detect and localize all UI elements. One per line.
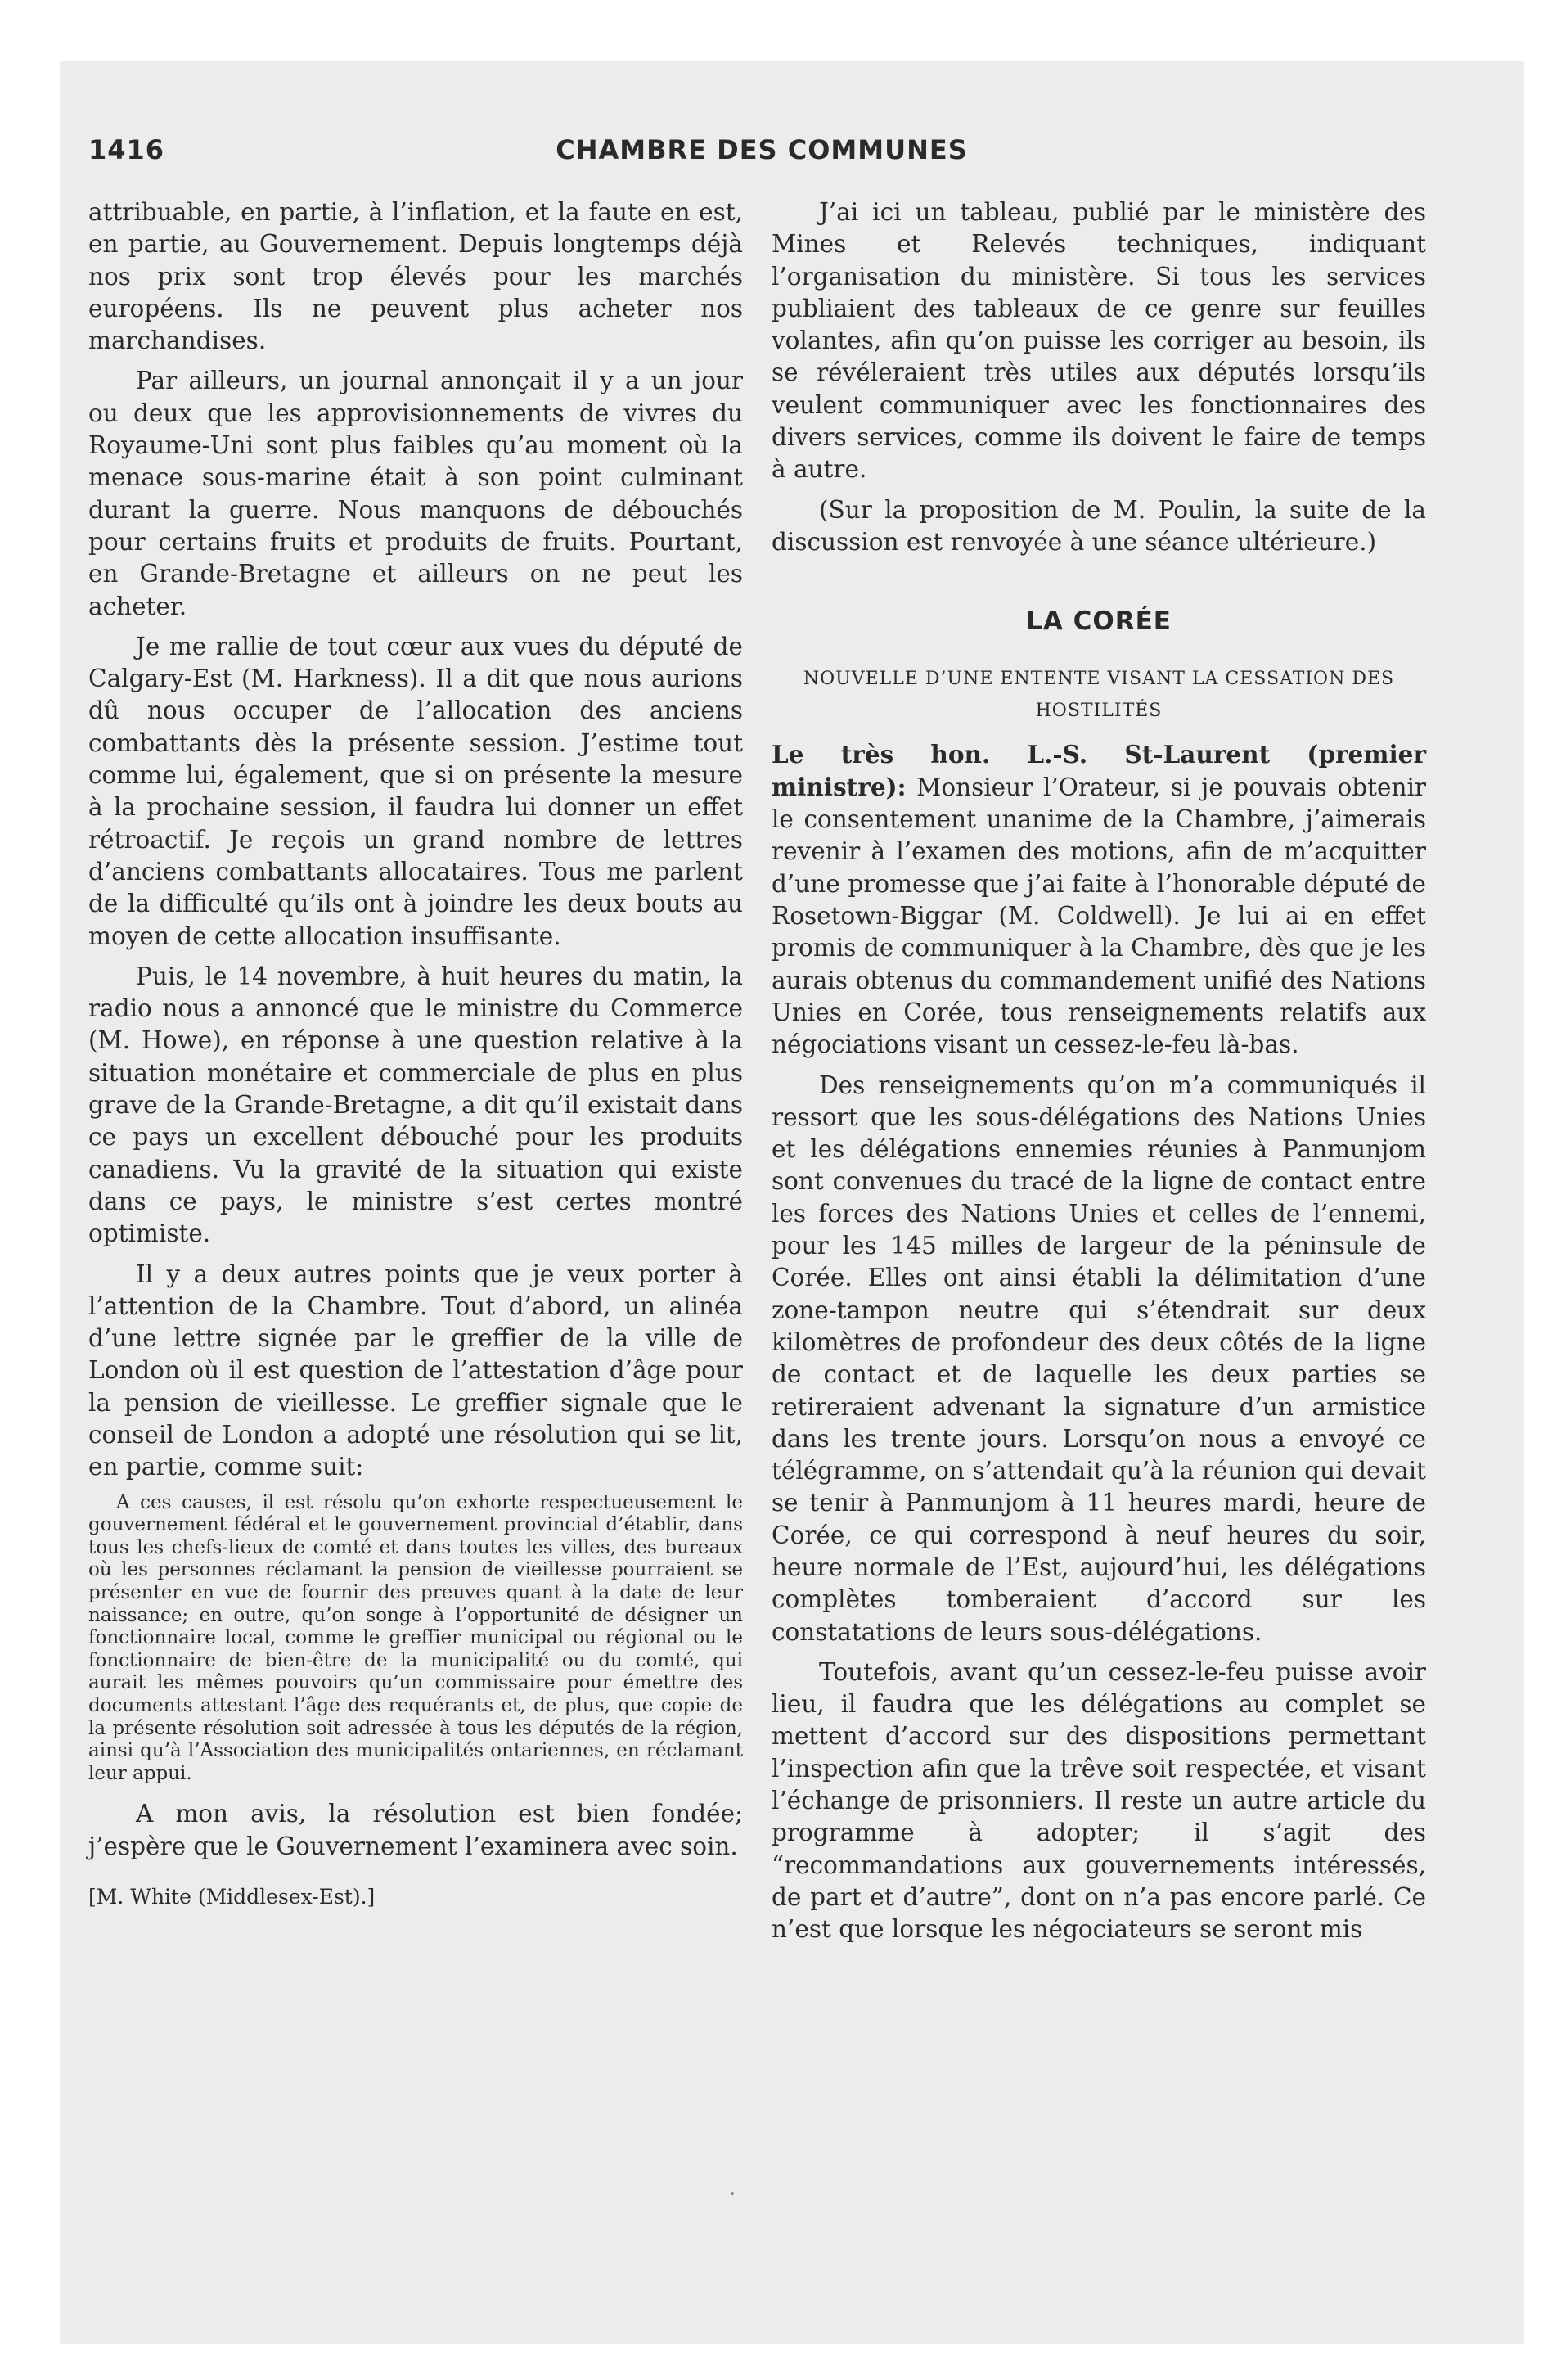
speaker-name: Le très hon. L.-S. St-Laurent (premier ministre): [772,739,1426,801]
paragraph: J’ai ici un tableau, publié par le ministère des Mines et Relevés techniques, indiquant l’organisation du ministère. Si tous les services publiaient des tableaux de ce genre sur feuilles volantes, afin qu’on puisse les corriger au besoin, ils se révéleraient très utiles aux députés lorsqu’ils veulent communiquer avec les fonctionnaires des divers services, comme ils doivent le faire de temps à autre. [772,198,1426,484]
speech-text: Monsieur l’Orateur, si je pouvais obtenir le consentement unanime de la Chambre, j’aimerais revenir à l’examen des motions, afin de m’acquitter d’une promesse que j’ai faite à l’honorable député de Rosetown-Biggar (M. Coldwell). Je lui ai en effet promis de communiquer à la Chambre, dès que je les aurais obtenus du commandement unifié des Nations Unies en Corée, tous renseignements relatifs aux négociations visant un cessez-le-feu là-bas. [772,773,1426,1059]
speaker-attribution: [M. White (Middlesex-Est).] [88,1884,376,1909]
paragraph: Des renseignements qu’on m’a communiqués il ressort que les sous-délégations des Nations Unies et les délégations ennemies réunies à Panmunjom sont convenues du tracé de la ligne de contact entre les forces des Nations Unies et celles de l’ennemi, pour les 145 milles de largeur de la péninsule de Corée. Elles ont ainsi établi la délimitation d’une zone-tampon neutre qui s’étendrait sur deux kilomètres de profondeur des deux côtés de la ligne de contact et de laquelle les deux parties se retireraient advenant la signature d’un armistice dans les trente jours. Lorsqu’on nous a envoyé ce télégramme, on s’attendait qu’à la réunion qui devait se tenir à Panmunjom à 11 heures mardi, heure de Corée, ce qui correspond à neuf heures du soir, heure normale de l’Est, aujourd’hui, les délégations complètes tomberaient d’accord sur les constatations de leurs sous-délégations. [772,1071,1426,1646]
speech-paragraph [772,738,1426,1062]
section-heading: LA CORÉE [1026,606,1172,637]
scan-speck [731,2192,734,2195]
quoted-resolution-text: A ces causes, il est résolu qu’on exhorte respectueusement le gouvernement fédéral et le gouvernement provincial d’établir, dans tous les chefs-lieux de comté et dans toutes les villes, des bureaux où les personnes réclamant la pension de vieillesse pourraient se présenter en vue de fournir des preuves quant à la date de leur naissance; en outre, qu’on songe à l’opportunité de désigner un fonctionnaire local, comme le greffier municipal ou régional ou le fonctionnaire de bien-être de la municipalité ou du comté, qui aurait les mêmes pouvoirs qu’un commissaire pour émettre des documents attestant l’âge des requérants et, de plus, que copie de la présente résolution soit adressée à tous les députés de la région, ainsi qu’à l’Association des municipalités ontariennes, en réclamant leur appui. [88,1491,743,1784]
paragraph: Par ailleurs, un journal annonçait il y a un jour ou deux que les approvisionnements de vivres du Royaume-Uni sont plus faibles qu’au moment où la menace sous-marine était à son point culminant durant la guerre. Nous manquons de débouchés pour certains fruits et produits de fruits. Pourtant, en Grande-Bretagne et ailleurs on ne peut les acheter. [88,367,743,620]
paragraph: Je me rallie de tout cœur aux vues du député de Calgary-Est (M. Harkness). Il a dit que nous aurions dû nous occuper de l’allocation des anciens combattants dès la présente session. J’estime tout comme lui, également, que si on présente la mesure à la prochaine session, il faudra lui donner un effet rétroactif. Je reçois un grand nombre de lettres d’anciens combattants allocataires. Tous me parlent de la difficulté qu’ils ont à joindre les deux bouts au moyen de cette allocation insuffisante. [88,632,743,950]
paragraph: attribuable, en partie, à l’inflation, et la faute en est, en partie, au Gouvernement. Depuis longtemps déjà nos prix sont trop élevés pour les marchés européens. Ils ne peuvent plus acheter nos marchandises. [88,198,743,355]
section-subheading: NOUVELLE D’UNE ENTENTE VISANT LA CESSATION DES HOSTILITÉS [803,668,1395,721]
paragraph: Toutefois, avant qu’un cessez-le-feu puisse avoir lieu, il faudra que les délégations au complet se mettent d’accord sur des dispositions permettant l’inspection afin que la trêve soit respectée, et visant l’échange de prisonniers. Il reste un autre article du programme à adopter; il s’agit des “recommandations aux gouvernements intéressés, de part et d’autre”, dont on n’a pas encore parlé. Ce n’est que lorsque les négociateurs se seront mis [772,1657,1426,1944]
page-title: CHAMBRE DES COMMUNES [556,134,968,165]
paragraph: A mon avis, la résolution est bien fondée; j’espère que le Gouvernement l’examinera avec soin. [88,1800,743,1860]
right-column [772,196,1426,1954]
running-head [88,131,1435,175]
page-number: 1416 [88,134,165,165]
left-column [88,196,743,1921]
quoted-resolution [88,1492,743,1786]
procedural-note: (Sur la proposition de M. Poulin, la suite de la discussion est renvoyée à une séance ultérieure.) [772,495,1426,556]
paragraph: Il y a deux autres points que je veux porter à l’attention de la Chambre. Tout d’abord, un alinéa d’une lettre signée par le greffier de la ville de London où il est question de l’attestation d’âge pour la pension de vieillesse. Le greffier signale que le conseil de London a adopté une résolution qui se lit, en partie, comme suit: [88,1260,743,1481]
paragraph: Puis, le 14 novembre, à huit heures du matin, la radio nous a annoncé que le ministre du Commerce (M. Howe), en réponse à une question relative à la situation monétaire et commerciale de plus en plus grave de la Grande-Bretagne, a dit qu’il existait dans ce pays un excellent débouché pour les produits canadiens. Vu la gravité de la situation qui existe dans ce pays, le ministre s’est certes montré optimiste. [88,962,743,1248]
